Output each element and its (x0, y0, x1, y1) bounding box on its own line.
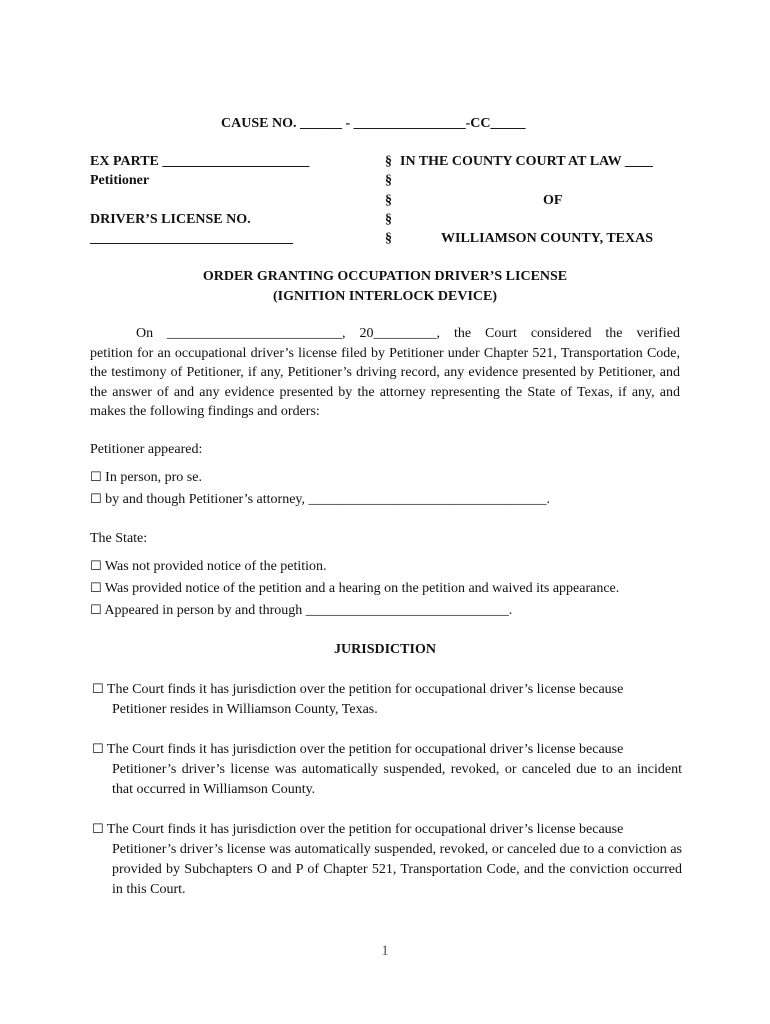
checkbox[interactable]: ☐ (90, 559, 102, 574)
checkbox[interactable]: ☐ (90, 603, 102, 618)
jurisdiction-finding[interactable] (92, 680, 682, 720)
jurisdiction-finding[interactable] (92, 740, 682, 800)
checkbox[interactable]: ☐ (92, 742, 104, 757)
section-symbol: § (385, 193, 392, 208)
finding-body: Petitioner resides in Williamson County, Texas. (112, 702, 378, 717)
intro-paragraph (90, 324, 680, 422)
jurisdiction-finding[interactable] (92, 820, 682, 900)
state-heading: The State: (90, 531, 148, 546)
option-label: Appeared in person by and through _____________________________. (104, 603, 513, 618)
ex-parte-line: EX PARTE _____________________ (90, 154, 310, 169)
petitioner-appeared-heading: Petitioner appeared: (90, 442, 203, 457)
section-symbol: § (385, 173, 392, 188)
checkbox[interactable]: ☐ (90, 581, 102, 596)
option-label: In person, pro se. (105, 470, 202, 485)
county-label: WILLIAMSON COUNTY, TEXAS (441, 231, 653, 246)
intro-body: petition for an occupational driver’s license filed by Petitioner under Chapter 521, Transportation Code, the testimony of Petitioner, if any, Petitioner’s driving record, any evidence presented by Petitioner, and the answer of and any evidence presented by the attorney representing the State of Texas, if any, and makes the following findings and orders: (90, 345, 680, 419)
finding-body: Petitioner’s driver’s license was automatically suspended, revoked, or canceled due to an incident that occurred in Williamson County. (112, 762, 682, 797)
section-symbol: § (385, 154, 392, 169)
section-symbol: § (385, 212, 392, 227)
finding-first-line: The Court finds it has jurisdiction over the petition for occupational driver’s license because (106, 822, 624, 837)
option-label: Was not provided notice of the petition. (104, 559, 327, 574)
order-subtitle: (IGNITION INTERLOCK DEVICE) (272, 289, 498, 304)
order-title: ORDER GRANTING OCCUPATION DRIVER’S LICENSE (202, 269, 568, 284)
of-label: OF (543, 193, 563, 208)
option-by-attorney[interactable] (90, 493, 550, 507)
option-appeared[interactable] (90, 604, 512, 618)
intro-first-line: On _________________________, 20_________, the Court considered the verified (136, 326, 680, 341)
petitioner-label: Petitioner (90, 173, 150, 188)
option-label: Was provided notice of the petition and a hearing on the petition and waived its appearance. (104, 581, 620, 596)
finding-body: Petitioner’s driver’s license was automatically suspended, revoked, or canceled due to a conviction as provided by Subchapters O and P of Chapter 521, Transportation Code, and the conviction occurred in this Court. (112, 842, 682, 897)
section-symbol: § (385, 231, 392, 246)
drivers-license-label: DRIVER’S LICENSE NO. (90, 212, 251, 227)
finding-first-line: The Court finds it has jurisdiction over the petition for occupational driver’s license because (106, 682, 624, 697)
option-not-notified[interactable] (90, 560, 327, 574)
checkbox[interactable]: ☐ (90, 492, 102, 507)
drivers-license-blank: _____________________________ (90, 231, 293, 246)
checkbox[interactable]: ☐ (90, 470, 102, 485)
page-number: 1 (381, 943, 389, 959)
court-line: IN THE COUNTY COURT AT LAW ____ (400, 154, 653, 169)
checkbox[interactable]: ☐ (92, 682, 104, 697)
option-waived[interactable] (90, 582, 619, 596)
finding-first-line: The Court finds it has jurisdiction over the petition for occupational driver’s license because (106, 742, 624, 757)
option-label: by and though Petitioner’s attorney, __________________________________. (105, 492, 551, 507)
option-in-person[interactable] (90, 471, 202, 485)
checkbox[interactable]: ☐ (92, 822, 104, 837)
cause-number: CAUSE NO. ______ - ________________-CC_____ (221, 116, 526, 131)
jurisdiction-heading: JURISDICTION (334, 642, 436, 657)
